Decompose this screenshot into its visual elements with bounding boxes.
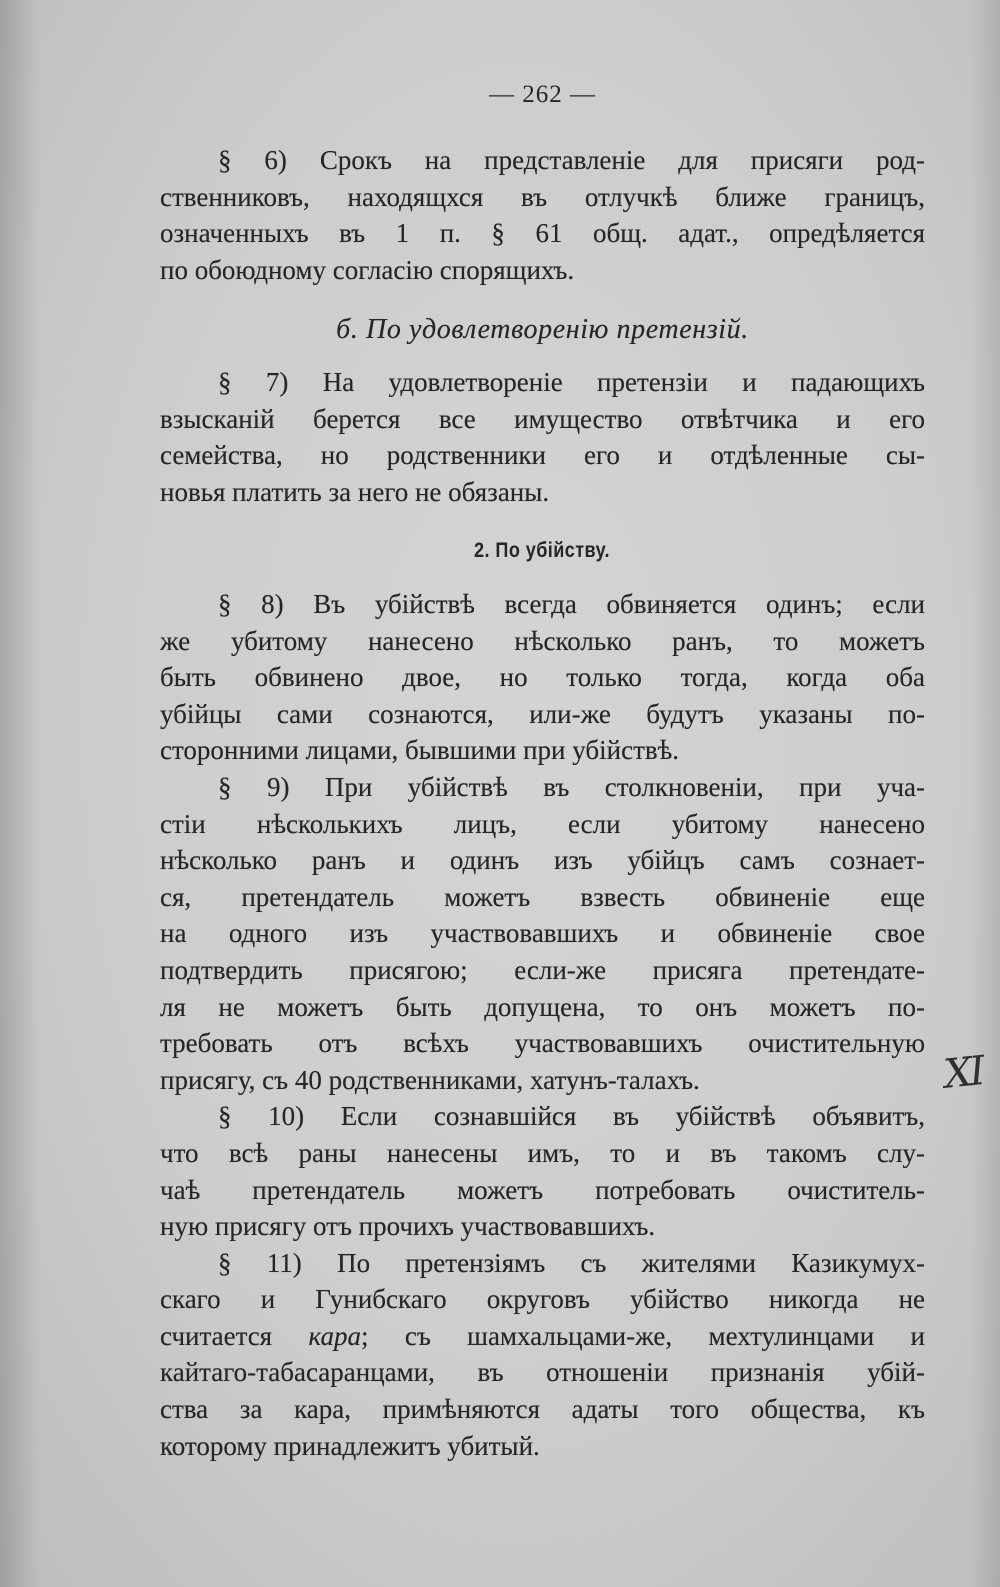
text-line: семейства, но родственники его и отдѣленные сы- [160, 440, 925, 471]
section-heading-2 [160, 533, 925, 572]
page-number: — 262 — [489, 81, 596, 108]
text-line: по обоюдному согласію спорящихъ. [160, 254, 575, 285]
text-line: ную присягу отъ прочихъ участвовавшихъ. [160, 1211, 656, 1242]
text-line: присягу, съ 40 родственниками, хатунъ-талахъ. [160, 1064, 700, 1095]
margin-note: XI [941, 1048, 985, 1098]
italic-term: кара [308, 1320, 361, 1351]
text-line: § 10) Если сознавшійся въ убійствѣ объявитъ, [218, 1101, 925, 1132]
text-line: § 9) При убійствѣ въ столкновеніи, при уча- [218, 771, 925, 802]
text-line: новья платить за него не обязаны. [160, 476, 550, 507]
text-line: стіи нѣсколькихъ лицъ, если убитому нанесено [160, 808, 925, 839]
text-line: § 11) По претензіямъ съ жителями Казикумух- [218, 1247, 925, 1278]
text-line: же убитому нанесено нѣсколько ранъ, то можетъ [160, 625, 925, 656]
paragraph-11 [160, 1245, 925, 1465]
paragraph-6 [160, 142, 925, 288]
text-line: § 6) Срокъ на представленіе для присяги род- [218, 145, 925, 175]
text-run: считается [160, 1320, 273, 1351]
text-line: скаго и Гунибскаго округовъ убійство никогда не [160, 1284, 925, 1315]
text-line: § 7) На удовлетвореніе претензіи и падающихъ [218, 367, 925, 397]
text-line: ля не можетъ быть допущена, то онъ можетъ по- [160, 991, 925, 1022]
paragraph-9 [160, 769, 925, 1098]
text-line: требовать отъ всѣхъ участвовавшихъ очистительную [160, 1028, 925, 1059]
text-line: подтвердить присягою; если-же присяга претендате- [160, 954, 925, 985]
text-line: которому принадлежитъ убитый. [160, 1430, 540, 1461]
text-line: ся, претендатель можетъ взвесть обвиненіе еще [160, 881, 925, 912]
paragraph-7 [160, 364, 925, 510]
text-line: нѣсколько ранъ и одинъ изъ убійцъ самъ сознает- [160, 845, 925, 876]
text-line: на одного изъ участвовавшихъ и обвиненіе свое [160, 918, 925, 949]
text-line: быть обвинено двое, но только тогда, когда оба [160, 662, 925, 693]
text-line: взысканій берется все имущество отвѣтчика и его [160, 403, 925, 434]
text-line: сторонними лицами, бывшими при убійствѣ. [160, 735, 680, 766]
text-line: ства за кара, примѣняются адаты того общества, къ [160, 1394, 925, 1425]
text-line: убійцы сами сознаются, или-же будутъ указаны по- [160, 698, 925, 729]
text-line: чаѣ претендатель можетъ потребовать очиститель- [160, 1174, 925, 1205]
text-run: ; съ шамхальцами-же, мехтулинцами и [360, 1320, 925, 1351]
paragraph-8 [160, 586, 925, 769]
text-line [160, 1318, 925, 1355]
section-heading-2-text: 2. По убійству. [474, 539, 611, 562]
text-line: что всѣ раны нанесены имъ, то и въ такомъ слу- [160, 1137, 925, 1168]
text-line: означенныхъ въ 1 п. § 61 общ. адат., опредѣляется [160, 218, 925, 249]
paragraphs-8-11 [160, 586, 925, 1464]
text-line: ственниковъ, находящхся въ отлучкѣ ближе границъ, [160, 181, 925, 212]
text-line: кайтаго-табасаранцами, въ отношеніи признанія убій- [160, 1357, 925, 1388]
section-heading-b: б. По удовлетворенію претензій. [336, 314, 749, 345]
paragraph-10 [160, 1098, 925, 1244]
text-line: § 8) Въ убійствѣ всегда обвиняется одинъ; если [218, 589, 925, 619]
